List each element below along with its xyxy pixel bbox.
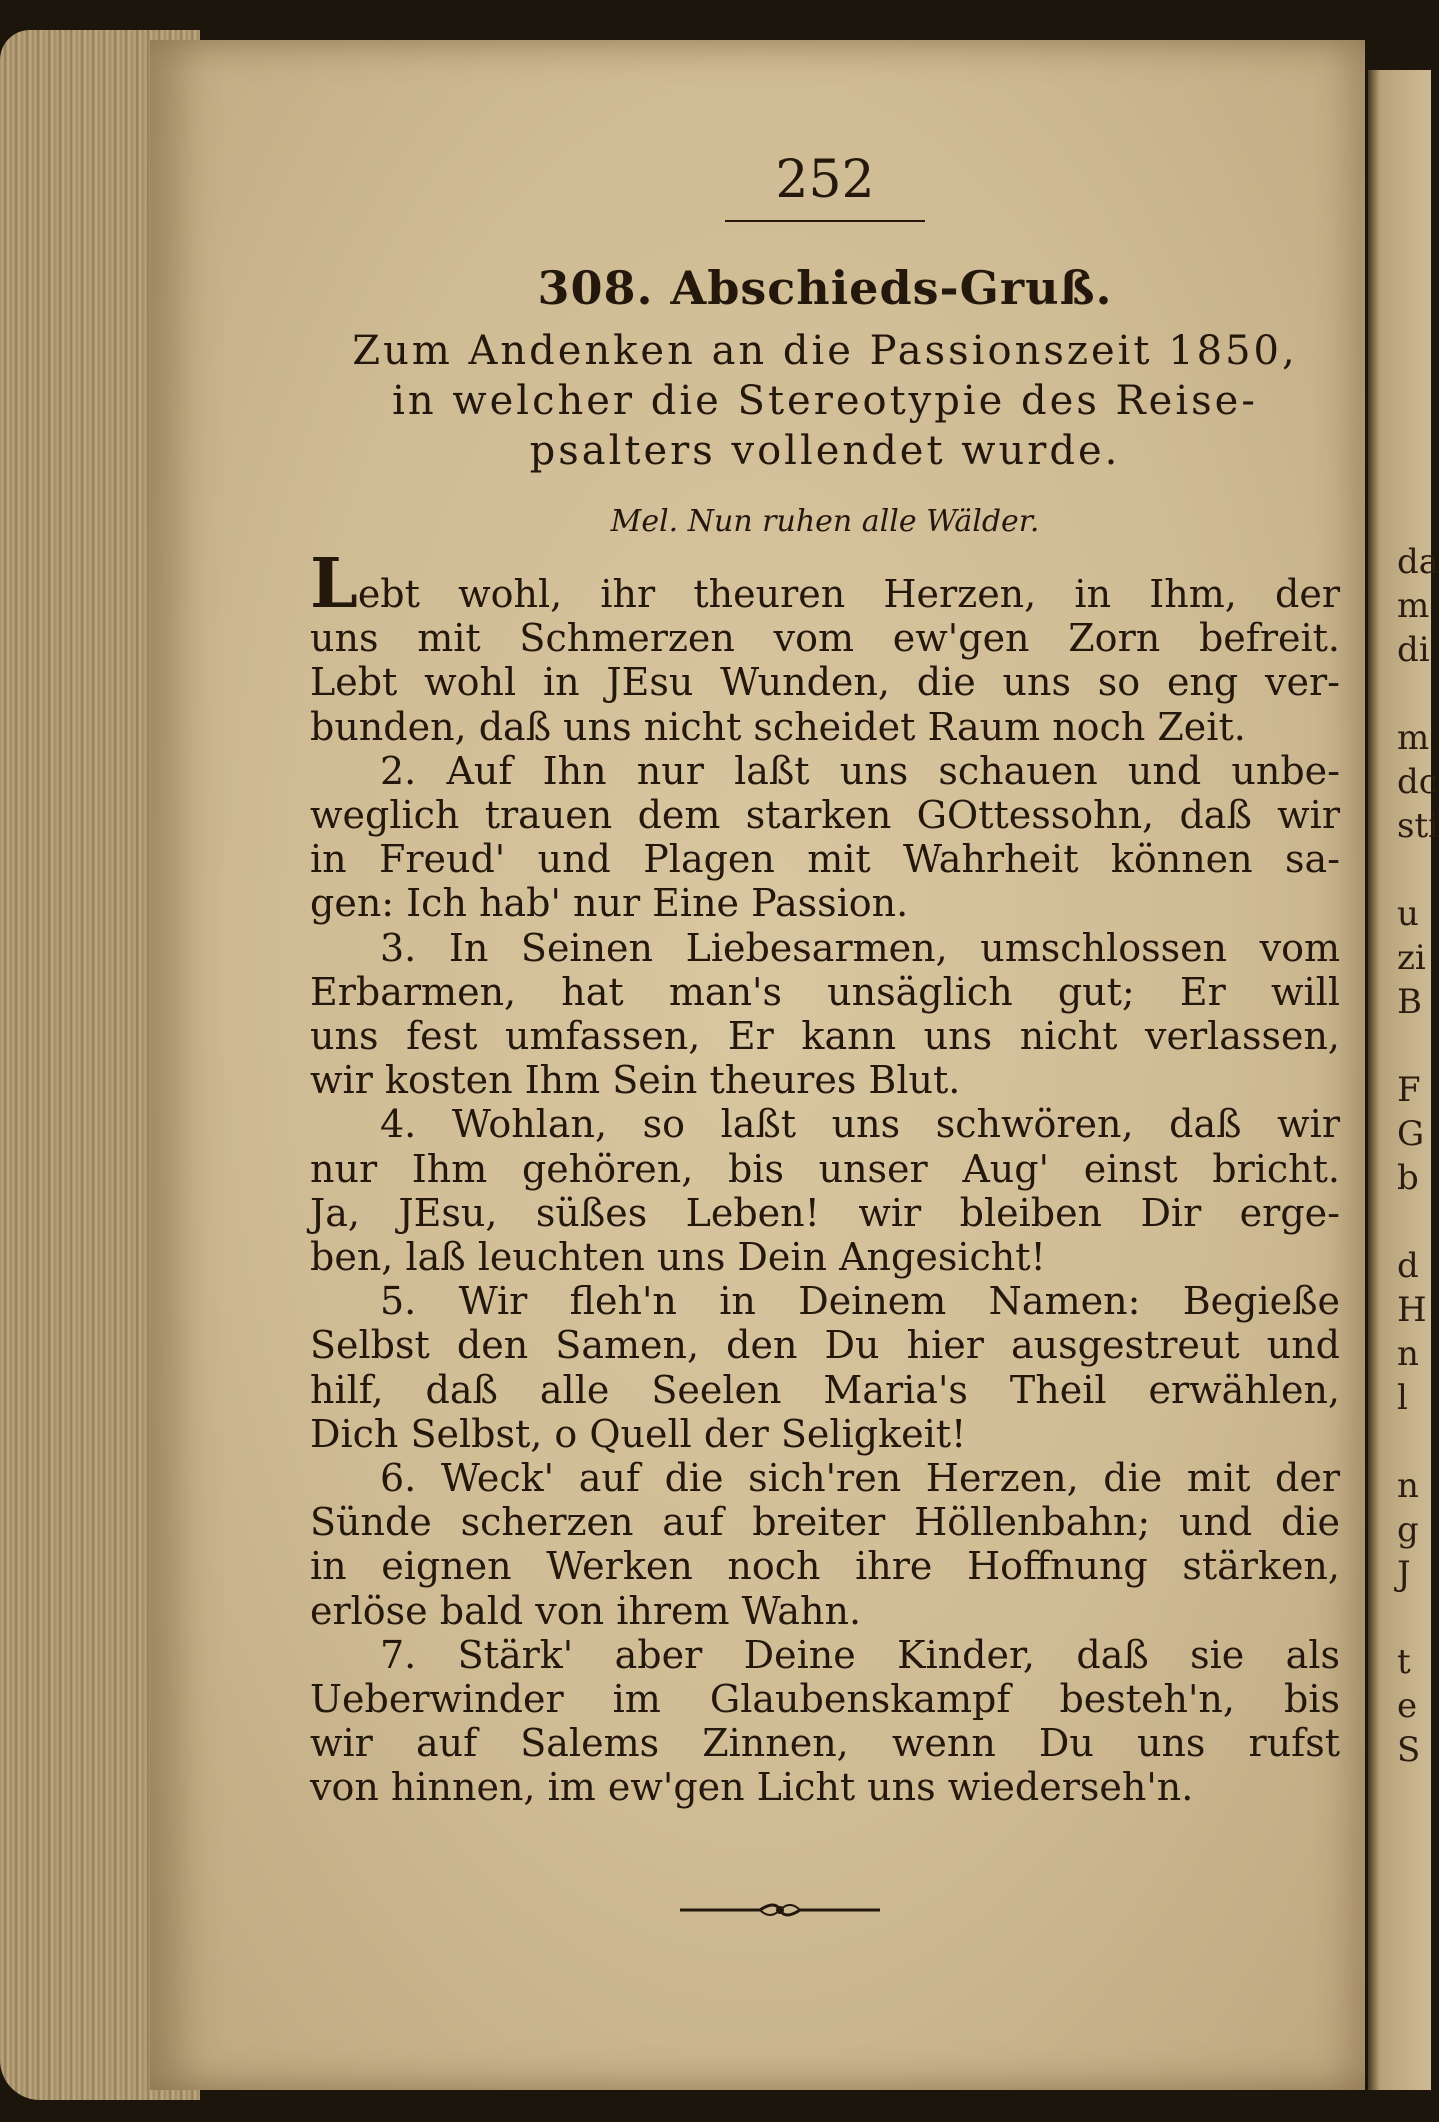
facing-page-fragment: d [1397, 1246, 1419, 1286]
facing-page-fragment: G [1397, 1114, 1425, 1154]
facing-page-fragment: J [1397, 1554, 1411, 1594]
verse-line-text: gen: Ich hab' nur Eine Passion. [310, 881, 909, 926]
hymn-verses [310, 544, 1340, 1810]
header-rule [725, 220, 925, 222]
verse-line-text: Dich Selbst, o Quell der Seligkeit! [310, 1411, 967, 1456]
verse-line-text: Erbarmen, hat man's unsäglich gut; Er will [310, 969, 1340, 1014]
facing-page-fragments [1397, 540, 1437, 1772]
subtitle-line: Zum Andenken an die Passionszeit 1850, [352, 328, 1298, 374]
verse-line-text: Selbst den Samen, den Du hier ausgestreut und [310, 1323, 1340, 1368]
facing-page-fragment: m [1397, 586, 1430, 626]
verse-line [310, 1456, 1340, 1500]
verse-line [310, 1765, 1340, 1809]
verse-line-text: nur Ihm gehören, bis unser Aug' einst bricht. [310, 1146, 1340, 1191]
verse-line-text: 7. Stärk' aber Deine Kinder, daß sie als [380, 1632, 1340, 1677]
verse-line-text: ebt wohl, ihr theuren Herzen, in Ihm, der [357, 572, 1340, 616]
facing-page-fragment [1397, 1596, 1437, 1640]
verse-line-text: 2. Auf Ihn nur laßt uns schauen und unbe- [380, 748, 1340, 793]
verse-line [310, 1323, 1340, 1367]
verse-line-text: Sünde scherzen auf breiter Höllenbahn; und die [310, 1500, 1340, 1545]
facing-page-fragment [1397, 1200, 1437, 1244]
verse-line [310, 544, 1340, 624]
end-ornament-icon [680, 1895, 880, 1925]
facing-page-fragment: dc [1397, 762, 1438, 802]
verse-line [310, 749, 1340, 793]
verse-line-text: wir auf Salems Zinnen, wenn Du uns rufst [310, 1721, 1340, 1766]
facing-page-fragment: di [1397, 630, 1430, 670]
verse-line [310, 926, 1340, 970]
verse-line [310, 1368, 1340, 1412]
melody-note: Mel. Nun ruhen alle Wälder. [610, 504, 1040, 539]
facing-page-fragment: m [1397, 718, 1430, 758]
verse-line [310, 1677, 1340, 1721]
subtitle-line: in welcher die Stereotypie des Reise- [392, 378, 1258, 424]
verse-line-text: uns fest umfassen, Er kann uns nicht verlassen, [310, 1014, 1340, 1059]
verse-line [310, 1014, 1340, 1058]
verse-line [310, 1500, 1340, 1544]
facing-page-fragment [1397, 1420, 1437, 1464]
facing-page-fragment: b [1397, 1158, 1419, 1198]
verse-line-text: in eignen Werken noch ihre Hoffnung stärken, [310, 1544, 1340, 1589]
verse-line-text: ben, laß leuchten uns Dein Angesicht! [310, 1235, 1046, 1280]
verse-line [310, 1058, 1340, 1102]
verse-line [310, 616, 1340, 660]
verse-line [310, 1544, 1340, 1588]
facing-page-fragment: n [1397, 1334, 1419, 1374]
facing-page-fragment: H [1397, 1290, 1427, 1330]
verse-line-text: weglich trauen dem starken GOttessohn, daß wir [310, 793, 1340, 838]
verse-line [310, 1279, 1340, 1323]
verse-line-text: uns mit Schmerzen vom ew'gen Zorn befreit. [310, 616, 1340, 661]
facing-page-fragment: F [1397, 1070, 1421, 1110]
verse-line-text: Lebt wohl in JEsu Wunden, die uns so eng ver- [310, 660, 1340, 705]
facing-page-fragment: zi [1397, 938, 1426, 978]
verse-line-text: 5. Wir fleh'n in Deinem Namen: Begieße [380, 1279, 1340, 1324]
verse-line [310, 1235, 1340, 1279]
facing-page-fragment: u [1397, 894, 1419, 934]
verse-line [310, 1412, 1340, 1456]
facing-page-fragment [1397, 1024, 1437, 1068]
verse-line [310, 1102, 1340, 1146]
verse-line [310, 881, 1340, 925]
page-content [310, 150, 1340, 1810]
verse-line [310, 970, 1340, 1014]
verse-line-text: erlöse bald von ihrem Wahn. [310, 1588, 862, 1633]
verse-line [310, 837, 1340, 881]
verse-line-text: wir kosten Ihm Sein theures Blut. [310, 1058, 961, 1103]
facing-page-fragment [1397, 848, 1437, 892]
verse-line [310, 1633, 1340, 1677]
verse-line-text: 3. In Seinen Liebesarmen, umschlossen vom [380, 925, 1340, 970]
facing-page-fragment: l [1397, 1378, 1408, 1418]
verse-line-text: von hinnen, im ew'gen Licht uns wiederseh'n. [310, 1765, 1194, 1810]
facing-page-fragment: t [1397, 1642, 1411, 1682]
verse-line [310, 1589, 1340, 1633]
verse-line [310, 1191, 1340, 1235]
verse-line-text: Ueberwinder im Glaubenskampf besteh'n, bis [310, 1677, 1340, 1722]
facing-page-fragment [1397, 672, 1437, 716]
facing-page-fragment: da [1397, 542, 1439, 582]
verse-line [310, 793, 1340, 837]
verse-line-text: 6. Weck' auf die sich'ren Herzen, die mit der [380, 1456, 1340, 1501]
verse-line-text: in Freud' und Plagen mit Wahrheit können sa- [310, 837, 1340, 882]
verse-line-text: 4. Wohlan, so laßt uns schwören, daß wir [380, 1102, 1340, 1147]
verse-line [310, 660, 1340, 704]
facing-page-fragment: g [1397, 1510, 1419, 1550]
subtitle-line: psalters vollendet wurde. [529, 428, 1121, 474]
hymn-subtitle [310, 326, 1340, 476]
drop-cap: L [310, 544, 358, 624]
verse-line [310, 705, 1340, 749]
facing-page-fragment: e [1397, 1686, 1418, 1726]
verse-line [310, 1721, 1340, 1765]
facing-page-fragment: sti [1397, 806, 1439, 846]
hymn-title: 308. Abschieds-Gruß. [537, 261, 1113, 315]
facing-page-fragment: B [1397, 982, 1422, 1022]
verse-line-text: hilf, daß alle Seelen Maria's Theil erwählen, [310, 1367, 1340, 1412]
verse-line-text: bunden, daß uns nicht scheidet Raum noch Zeit. [310, 704, 1246, 749]
verse-line-text: Ja, JEsu, süßes Leben! wir bleiben Dir erge- [310, 1190, 1340, 1235]
facing-page-fragment: S [1397, 1730, 1421, 1770]
facing-page-fragment: n [1397, 1466, 1419, 1506]
page-number: 252 [775, 150, 875, 210]
verse-line [310, 1147, 1340, 1191]
